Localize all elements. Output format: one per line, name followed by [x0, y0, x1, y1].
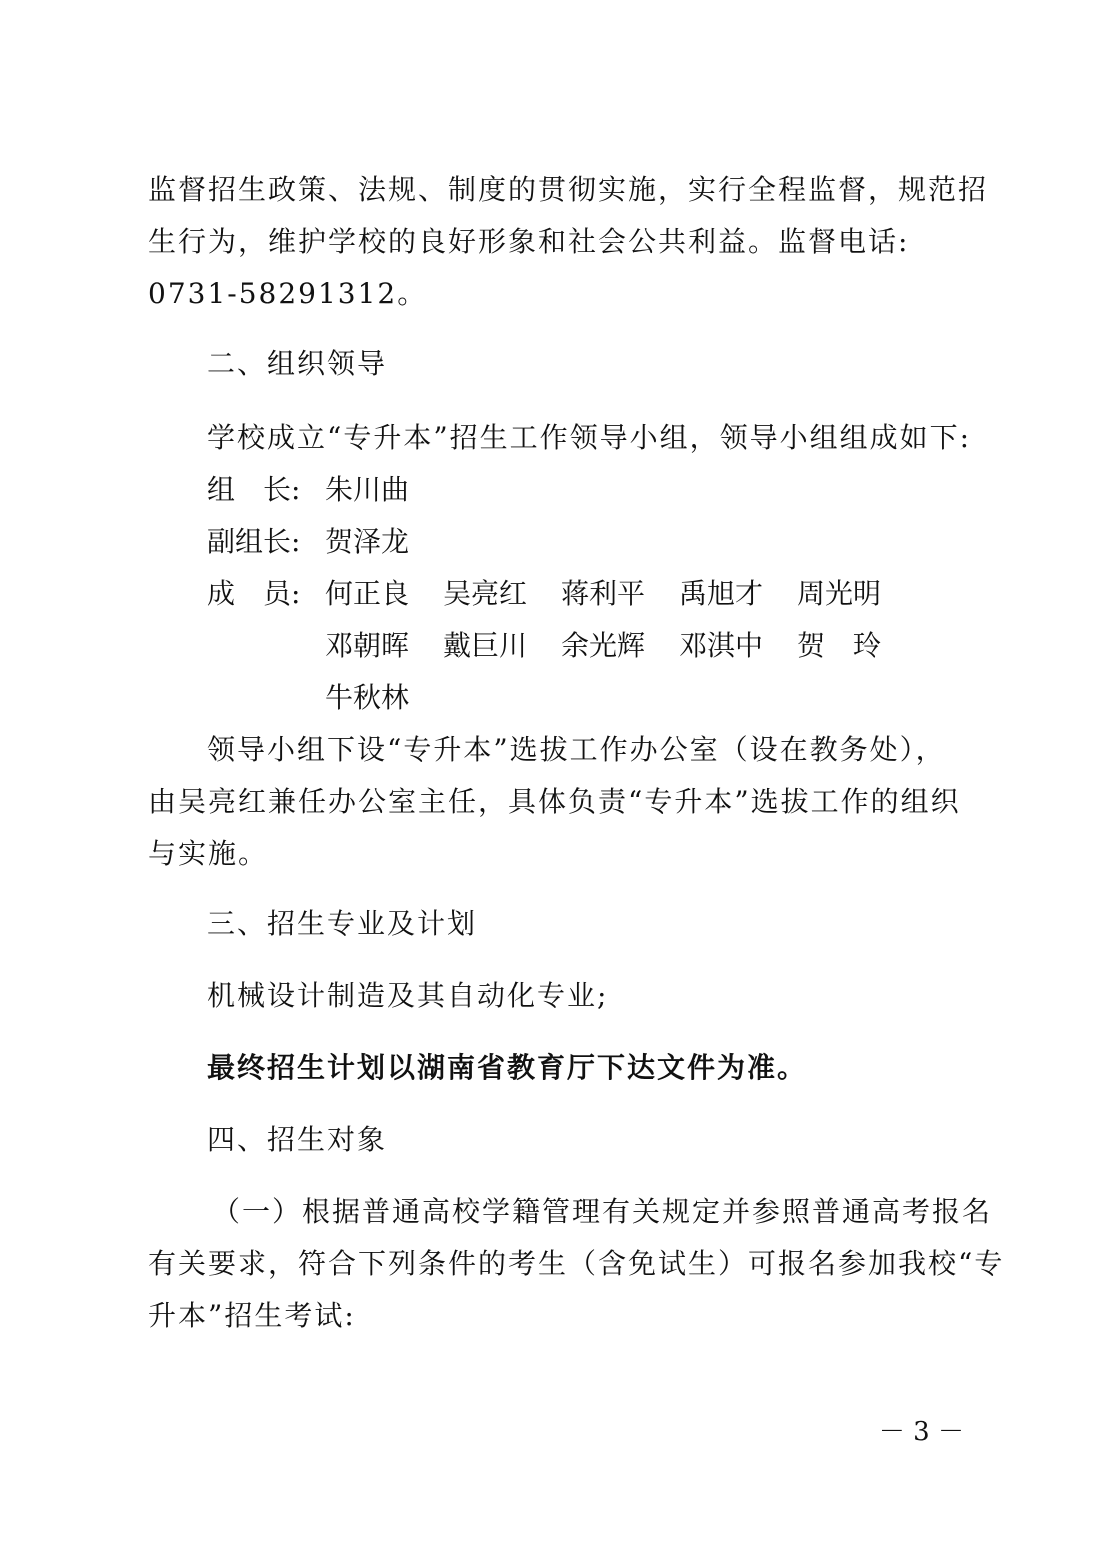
leader-row [207, 464, 967, 516]
members-label: 成 员: [207, 577, 301, 610]
office-line-3: 与实施。 [148, 837, 269, 870]
section4-line-3: 升本”招生考试: [148, 1299, 356, 1332]
para1-line-1: 监督招生政策、法规、制度的贯彻实施，实行全程监督，规范招 [148, 173, 989, 206]
member-name: 周光明 [797, 577, 882, 610]
leader-name: 朱川曲 [325, 473, 410, 506]
page-number: － 3 － [878, 1417, 964, 1447]
members-row-1 [207, 568, 967, 620]
section4-line-1: （一）根据普通高校学籍管理有关规定并参照普通高考报名 [212, 1195, 993, 1228]
deputy-label: 副组长: [207, 525, 301, 558]
members-row-3 [207, 672, 967, 724]
members-row-2 [207, 620, 967, 672]
para1-line-3: 0731-58291312。 [148, 277, 428, 310]
members-list-3 [325, 672, 443, 724]
leader-label: 组 长: [207, 473, 301, 506]
members-list-2 [325, 620, 915, 672]
deputy-row [207, 516, 967, 568]
member-name: 邓淇中 [679, 629, 764, 662]
member-name: 何正良 [325, 577, 410, 610]
member-name: 吴亮红 [443, 577, 528, 610]
member-name: 邓朝晖 [325, 629, 410, 662]
member-name: 禹旭才 [679, 577, 764, 610]
section3-major: 机械设计制造及其自动化专业; [207, 979, 609, 1012]
member-name: 蒋利平 [561, 577, 646, 610]
members-list-1 [325, 568, 915, 620]
para1-line-2: 生行为，维护学校的良好形象和社会公共利益。监督电话: [148, 225, 910, 258]
section4-heading: 四、招生对象 [207, 1123, 388, 1156]
section4-line-2: 有关要求，符合下列条件的考生（含免试生）可报名参加我校“专 [148, 1247, 1005, 1280]
member-name: 余光辉 [561, 629, 646, 662]
deputy-name: 贺泽龙 [325, 525, 410, 558]
section2-intro: 学校成立“专升本”招生工作领导小组，领导小组组成如下: [207, 421, 972, 454]
member-name: 牛秋林 [325, 681, 410, 714]
section2-heading: 二、组织领导 [207, 347, 388, 380]
office-line-2: 由吴亮红兼任办公室主任，具体负责“专升本”选拔工作的组织 [148, 785, 961, 818]
member-name: 戴巨川 [443, 629, 528, 662]
office-line-1: 领导小组下设“专升本”选拔工作办公室（设在教务处）， [207, 733, 946, 766]
member-name: 贺 玲 [797, 629, 882, 662]
section3-note: 最终招生计划以湖南省教育厅下达文件为准。 [207, 1051, 808, 1084]
section3-heading: 三、招生专业及计划 [207, 907, 478, 940]
